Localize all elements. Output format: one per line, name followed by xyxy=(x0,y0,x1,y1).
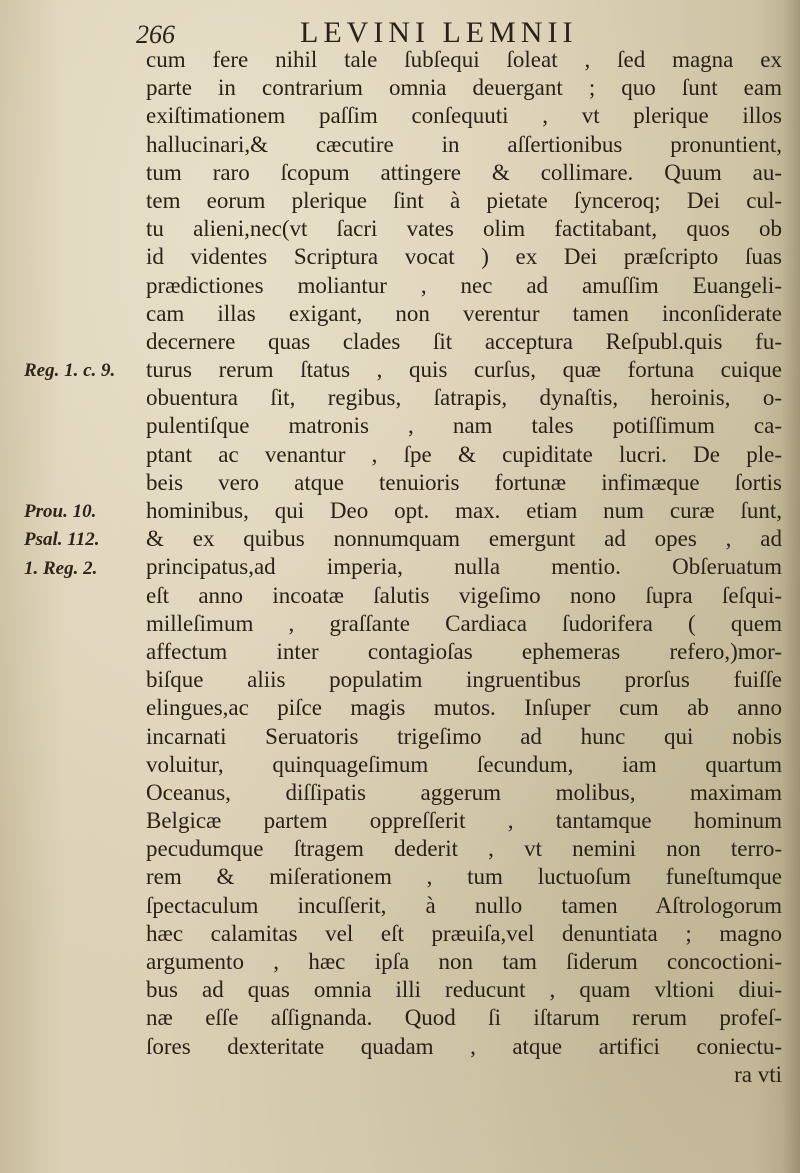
running-head-title: LEVINI LEMNII xyxy=(300,16,578,49)
page-gutter-shadow xyxy=(782,0,800,1173)
text-line: turus rerum ſtatus , quis curſus, quæ fortuna cuique xyxy=(146,357,782,383)
text-line: rem & miſerationem , tum luctuoſum funeſtumque xyxy=(146,864,782,890)
text-line: & ex quibus nonnumquam emergunt ad opes , ad xyxy=(146,526,782,552)
text-line: exiſtimationem paſſim conſequuti , vt plerique illos xyxy=(146,103,782,129)
text-line: bus ad quas omnia illi reducunt , quam vltioni diui- xyxy=(146,977,782,1003)
text-line: tu alieni,nec(vt ſacri vates olim factitabant, quos ob xyxy=(146,216,782,242)
text-line: hallucinari,& cæcutire in aſſertionibus pronuntient, xyxy=(146,131,782,157)
text-line: milleſimum , graſſante Cardiaca ſudorifera ( quem xyxy=(146,610,782,636)
text-line: pulentiſque matronis , nam tales potiſſimum ca- xyxy=(146,413,782,439)
text-line: decernere quas clades ſit acceptura Reſpubl.quis fu- xyxy=(146,328,782,354)
text-line: parte in contrarium omnia deuergant ; quo ſunt eam xyxy=(146,75,782,101)
text-line: næ eſſe aſſignanda. Quod ſi iſtarum rerum profeſ- xyxy=(146,1005,782,1031)
margin-note: Prou. 10. xyxy=(24,501,97,523)
text-line: principatus,ad imperia, nulla mentio. Obſeruatum xyxy=(146,554,782,580)
text-line: affectum inter contagioſas ephemeras refero,)mor- xyxy=(146,638,782,664)
catchword: ra vti xyxy=(734,1061,782,1087)
text-line: pecudumque ſtragem dederit , vt nemini non terro- xyxy=(146,836,782,862)
margin-note: Psal. 112. xyxy=(24,529,100,551)
text-line: obuentura ſit, regibus, ſatrapis, dynaſtis, heroinis, o- xyxy=(146,385,782,411)
text-line: Oceanus, diſſipatis aggerum molibus, maximam xyxy=(146,779,782,805)
text-line: incarnati Seruatoris trigeſimo ad hunc qui nobis xyxy=(146,723,782,749)
text-line: beis vero atque tenuioris fortunæ infimæque ſortis xyxy=(146,469,782,495)
text-line: hæc calamitas vel eſt præuiſa,vel denuntiata ; magno xyxy=(146,920,782,946)
text-line: eſt anno incoatæ ſalutis vigeſimo nono ſupra ſeſqui- xyxy=(146,582,782,608)
text-line: hominibus, qui Deo opt. max. etiam num curæ ſunt, xyxy=(146,498,782,523)
text-line: ptant ac venantur , ſpe & cupiditate lucri. De ple- xyxy=(146,441,782,467)
text-line: ſores dexteritate quadam , atque artifici coniectu- xyxy=(146,1033,782,1059)
text-line: id videntes Scriptura vocat ) ex Dei præſcripto ſuas xyxy=(146,244,782,270)
text-line: tum raro ſcopum attingere & collimare. Quum au- xyxy=(146,159,782,185)
text-line: cum fere nihil tale ſubſequi ſoleat , ſed magna ex xyxy=(146,47,782,72)
text-line: ſpectaculum incuſſerit, à nullo tamen Aſtrologorum xyxy=(146,892,782,918)
text-line: cam illas exigant, non verentur tamen inconſiderate xyxy=(146,300,782,326)
text-line: voluitur, quinquageſimum ſecundum, iam quartum xyxy=(146,751,782,777)
text-line: Belgicæ partem oppreſſerit , tantamque hominum xyxy=(146,808,782,834)
marginalia xyxy=(0,0,145,1173)
text-line: elingues,ac piſce magis mutos. Inſuper cum ab anno xyxy=(146,695,782,721)
text-line: tem eorum plerique ſint à pietate ſynceroq; Dei cul- xyxy=(146,187,782,213)
text-line: biſque aliis populatim ingruentibus prorſus fuiſſe xyxy=(146,667,782,693)
body-text xyxy=(146,46,782,1089)
margin-note: Reg. 1. c. 9. xyxy=(24,360,116,382)
page-number: 266 xyxy=(136,20,175,49)
margin-note: 1. Reg. 2. xyxy=(24,557,98,579)
text-line: prædictiones moliantur , nec ad amuſſim Euangeli- xyxy=(146,272,782,298)
text-line: argumento , hæc ipſa non tam ſiderum concoctioni- xyxy=(146,949,782,974)
